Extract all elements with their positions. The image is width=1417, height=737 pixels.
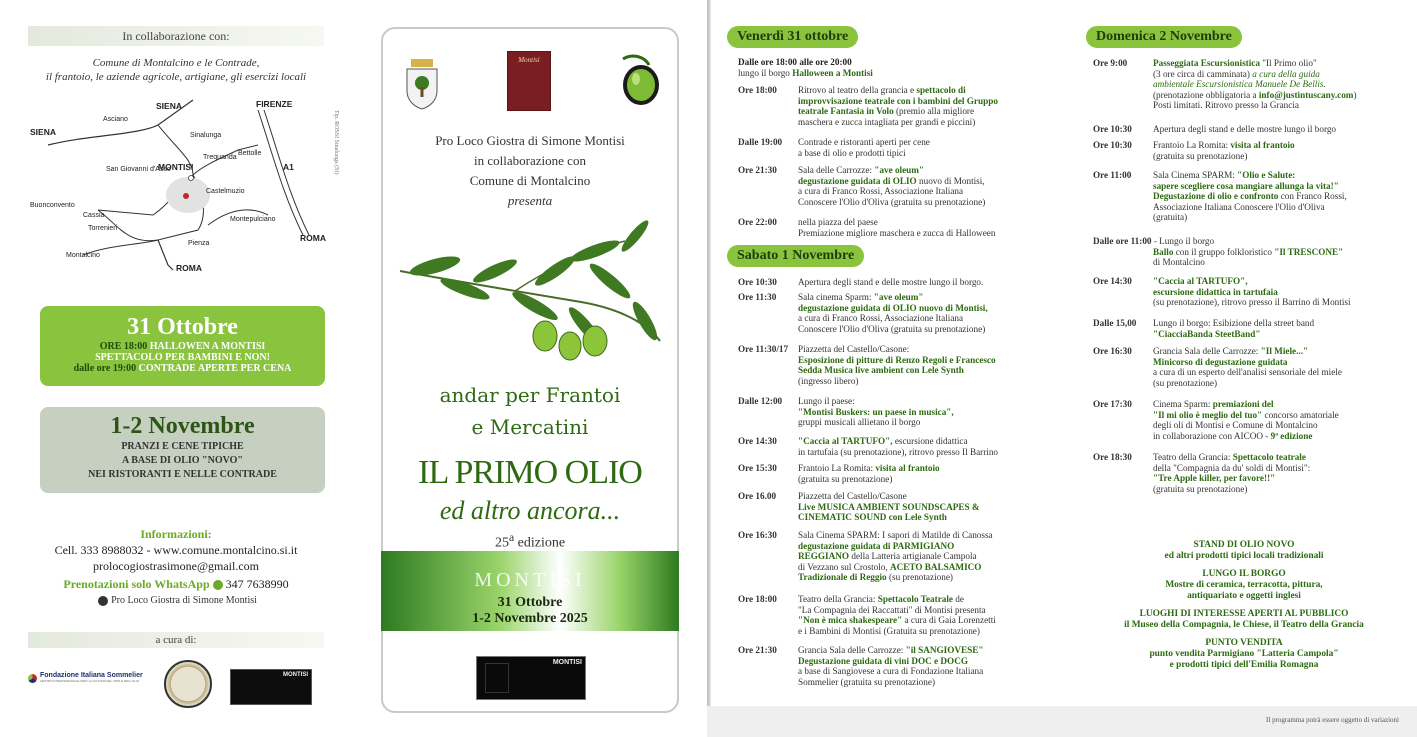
- day-heading-saturday: Sabato 1 Novembre: [727, 245, 864, 267]
- cover-montisi-logo: MONTISI: [476, 656, 586, 700]
- cover-edition: 25$^a$ edizione: [494, 531, 566, 551]
- map-marker: [183, 193, 189, 199]
- map-label: SIENA: [30, 127, 56, 137]
- map-printer-note: Tip. ROSSI Sinalunga (SI): [333, 110, 339, 175]
- november-title: 1-2 Novembre: [110, 413, 255, 439]
- map-label: Montalcino: [66, 252, 100, 259]
- map-label: ROMA: [176, 263, 202, 273]
- olive-logo-icon: [619, 51, 661, 111]
- whatsapp-icon: [213, 580, 223, 590]
- cover-logos: [383, 51, 677, 131]
- map-label: SIENA: [156, 101, 182, 111]
- map-label: Pienza: [188, 240, 210, 247]
- map-road: [158, 240, 173, 270]
- olive-branch-illustration: [395, 211, 665, 376]
- fis-logo: Fondazione Italiana Sommelier CENTRO INTERNAZIONALE PER LA CULTURA DEL VINO E DELL'OLIO: [28, 672, 158, 700]
- map-label: ROMA: [300, 233, 326, 243]
- cover-panel: [381, 27, 679, 713]
- info-phone-web[interactable]: Cell. 333 8988032 - www.comune.montalcino.si.it: [54, 543, 298, 557]
- map-label: San Giovanni d'Asso: [106, 166, 171, 173]
- map-label: Montepulciano: [230, 216, 276, 223]
- november-box: 1-2 Novembre PRANZI E CENE TIPICHE A BASE DI OLIO "NOVO" NEI RISTORANTI E NELLE CONTRADE: [40, 407, 325, 493]
- cover-place: MONTISI: [474, 569, 586, 591]
- event-item: Dalle ore 11:00 - Lungo il borgo Ballo con il gruppo folkloristico "Il TRESCONE" di Montalcino: [1093, 236, 1344, 268]
- cover-organizers: Pro Loco Giostra di Simone Montisi in collaborazione con Comune di Montalcino presenta: [435, 133, 625, 208]
- fis-logo-icon: [28, 674, 37, 683]
- round-seal-logo: [164, 660, 212, 708]
- montisi-book-logo: Montisi: [507, 51, 551, 111]
- collab-text: Comune di Montalcino e le Contrade, il frantoio, le aziende agricole, artigiane, gli esercizi locali: [45, 57, 307, 83]
- cover-title-line2: ed altro ancora...: [439, 496, 621, 525]
- facebook-icon: [98, 596, 108, 606]
- map-marker: [189, 176, 194, 181]
- map-label: Cassia: [83, 212, 105, 219]
- collab-heading: In collaborazione con:: [28, 26, 324, 46]
- info-block: [28, 527, 324, 608]
- footer-note: Il programma potrà essere oggetto di variazioni: [1266, 716, 1399, 724]
- map-label: Sinalunga: [190, 132, 222, 139]
- october-title: 31 Ottobre: [127, 314, 238, 340]
- area-map: [28, 95, 328, 280]
- map-label: Castelmuzio: [206, 188, 245, 195]
- footer-bar: [707, 706, 1417, 737]
- info-whatsapp[interactable]: Prenotazioni solo WhatsApp 347 7638990: [63, 577, 289, 591]
- october-box: 31 Ottobre ORE 18:00 HALLOWEN A MONTISI SPETTACOLO PER BAMBINI E NON! dalle ore 19:00 CONTRADE APERTE PER CENA: [40, 306, 325, 386]
- map-label: Trequanda: [203, 154, 237, 161]
- info-email[interactable]: prolocogiostrasimone@gmail.com: [92, 559, 260, 573]
- olive-tree-icon: [485, 663, 509, 693]
- page-fold: [707, 0, 711, 737]
- left-panel: [0, 0, 352, 737]
- info-title: Informazioni:: [140, 527, 212, 541]
- municipal-crest-icon: [403, 55, 441, 111]
- day-heading-friday: Venerdì 31 ottobre: [727, 26, 858, 48]
- stands-info: STAND DI OLIO NOVO ed altri prodotti tipici locali tradizionali LUNGO IL BORGO Mostre di ceramica, terracotta, pittura, antiquariato e oggetti inglesi LUOGHI DI INTERESSE APERTI AL PUBBLICO il Museo della Compagnia, le Chiese, il Teatro della Grancia PUNTO VENDITA punto vendita Parmigiano "Latteria Campola" e prodotti tipici dell'Emilia Romagna: [1124, 540, 1364, 670]
- friday-intro: Dalle ore 18:00 alle ore 20:00 lungo il borgo Halloween a Montisi: [738, 57, 873, 78]
- map-label: Asciano: [103, 116, 128, 123]
- map-label: Bettolle: [238, 150, 262, 157]
- curated-by-heading: a cura di:: [28, 632, 324, 648]
- info-facebook[interactable]: Pro Loco Giostra di Simone Montisi: [28, 594, 324, 608]
- cover-dates: 31 Ottobre 1-2 Novembre 2025: [472, 595, 588, 626]
- map-label: Torrenieri: [88, 225, 118, 232]
- map-label: A1: [283, 162, 294, 172]
- map-label: FIRENZE: [256, 99, 293, 109]
- map-label: MONTISI: [158, 162, 194, 172]
- map-label: Buonconvento: [30, 202, 75, 209]
- cover-subtitle: andar per Frantoi e Mercatini: [439, 383, 621, 439]
- cover-title: IL PRIMO OLIO: [418, 454, 642, 491]
- montisi-dark-logo: MONTISI: [230, 669, 312, 705]
- day-heading-sunday: Domenica 2 Novembre: [1086, 26, 1242, 48]
